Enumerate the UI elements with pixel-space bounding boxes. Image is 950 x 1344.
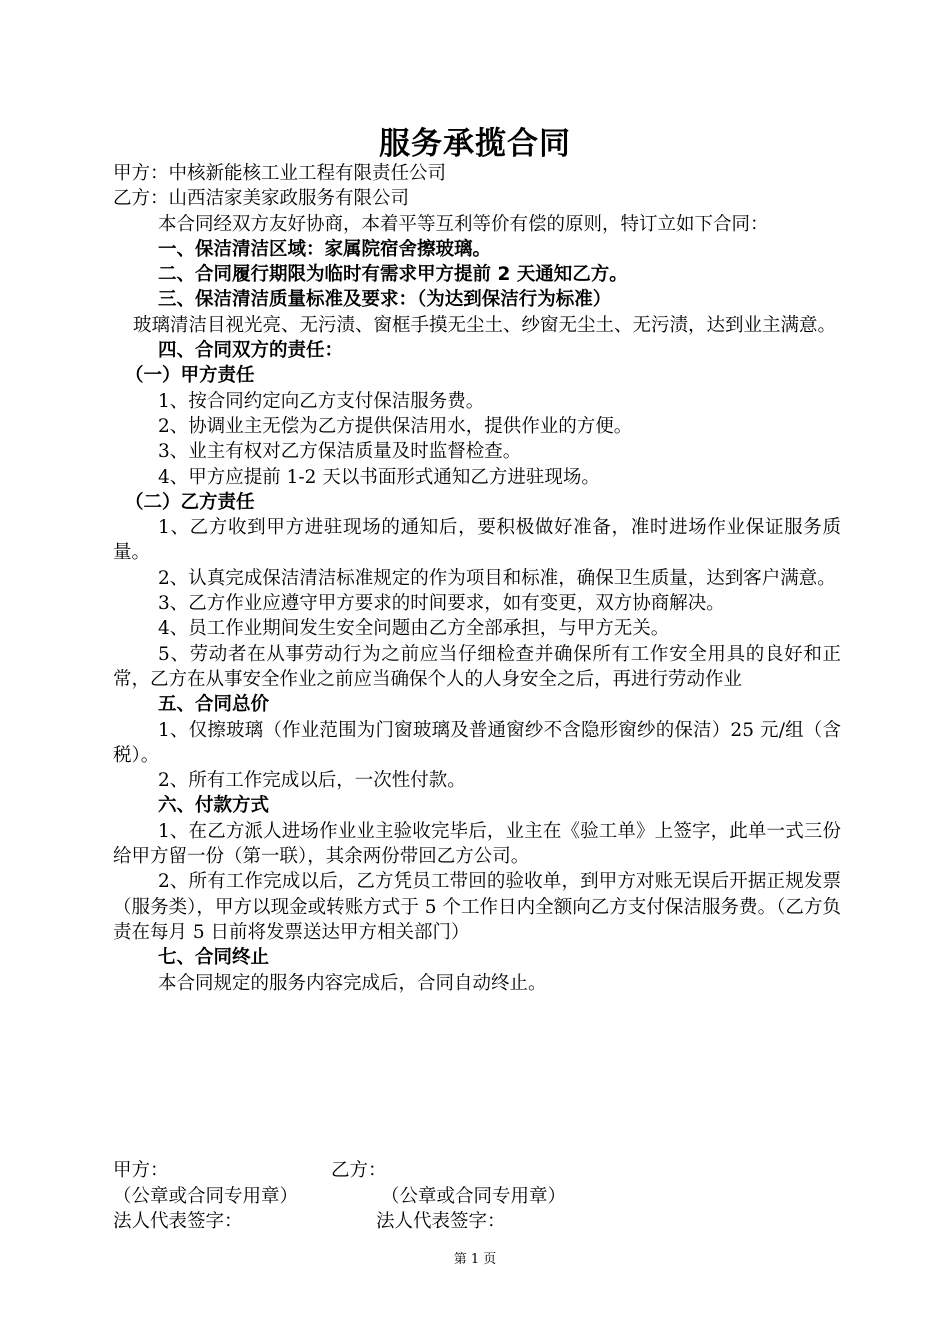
price-item: 2、所有工作完成以后，一次性付款。 [158,770,466,792]
section-7-heading: 七、合同终止 [158,947,270,969]
section-4-heading: 四、合同双方的责任： [158,340,344,362]
section-5-heading: 五、合同总价 [158,694,270,716]
section-6-heading: 六、付款方式 [158,795,270,817]
party-b-duty: 3、乙方作业应遵守甲方要求的时间要求，如有变更，双方协商解决。 [158,593,725,615]
payment-item: 1、在乙方派人进场作业业主验收完毕后，业主在《验工单》上签字，此单一式三份给甲方留一份（第一联），其余两份带回乙方公司。 [113,820,841,868]
party-a-duties-heading: （一）甲方责任 [125,365,255,387]
party-a-sign-label: 甲方： [113,1160,169,1181]
section-2-heading: 二、合同履行期限为临时有需求甲方提前 2 天通知乙方。 [158,264,628,286]
party-a-duty: 1、按合同约定向乙方支付保洁服务费。 [158,390,485,412]
section-7-text: 本合同规定的服务内容完成后，合同自动终止。 [158,972,547,994]
party-a-duty: 2、协调业主无偿为乙方提供保洁用水，提供作业的方便。 [158,415,633,437]
section-3-text: 玻璃清洁目视光亮、无污渍、窗框手摸无尘土、纱窗无尘土、无污渍，达到业主满意。 [133,314,837,336]
party-b: 乙方：山西洁家美家政服务有限公司 [113,188,410,210]
party-b-duty: 1、乙方收到甲方进驻现场的通知后，要积极做好准备，准时进场作业保证服务质量。 [113,517,841,564]
document-title: 服务承揽合同 [379,126,571,162]
party-b-sign-label: 乙方： [331,1160,387,1181]
party-a-representative: 法人代表签字： [113,1211,243,1232]
party-b-seal-note: （公章或合同专用章） [381,1185,567,1207]
party-a-duty: 3、业主有权对乙方保洁质量及时监督检查。 [158,441,522,463]
party-a-seal-note: （公章或合同专用章） [113,1185,299,1207]
party-b-representative: 法人代表签字： [376,1211,506,1232]
party-b-duty: 2、认真完成保洁清洁标准规定的作为项目和标准，确保卫生质量，达到客户满意。 [158,567,836,589]
party-b-duties-heading: （二）乙方责任 [125,491,255,513]
contract-body [113,161,841,996]
party-b-duty: 4、员工作业期间发生安全问题由乙方全部承担，与甲方无关。 [158,618,670,640]
price-item: 1、仅擦玻璃（作业范围为门窗玻璃及普通窗纱不含隐形窗纱的保洁）25 元/组（含税）。 [113,719,841,766]
party-a-duty: 4、甲方应提前 1-2 天以书面形式通知乙方进驻现场。 [158,466,600,488]
signature-block [113,1158,841,1235]
intro-paragraph: 本合同经双方友好协商，本着平等互利等价有偿的原则，特订立如下合同： [158,213,769,235]
section-3-heading: 三、保洁清洁质量标准及要求：（为达到保洁行为标准） [158,289,612,311]
page-number: 第 1 页 [453,1252,497,1267]
party-b-duty: 5、劳动者在从事劳动行为之前应当仔细检查并确保所有工作安全用具的良好和正常，乙方在从事安全作业之前应当确保个人的人身安全之后，再进行劳动作业 [113,643,841,690]
party-a: 甲方：中核新能核工业工程有限责任公司 [113,163,447,184]
payment-item: 2、所有工作完成以后，乙方凭员工带回的验收单，到甲方对账无误后开据正规发票（服务类），甲方以现金或转账方式于 5 个工作日内全额向乙方支付保洁服务费。（乙方负责在每月 5 日前将发票送达甲方相关部门） [113,871,841,943]
section-1-heading: 一、保洁清洁区域：家属院宿舍擦玻璃。 [158,238,492,260]
